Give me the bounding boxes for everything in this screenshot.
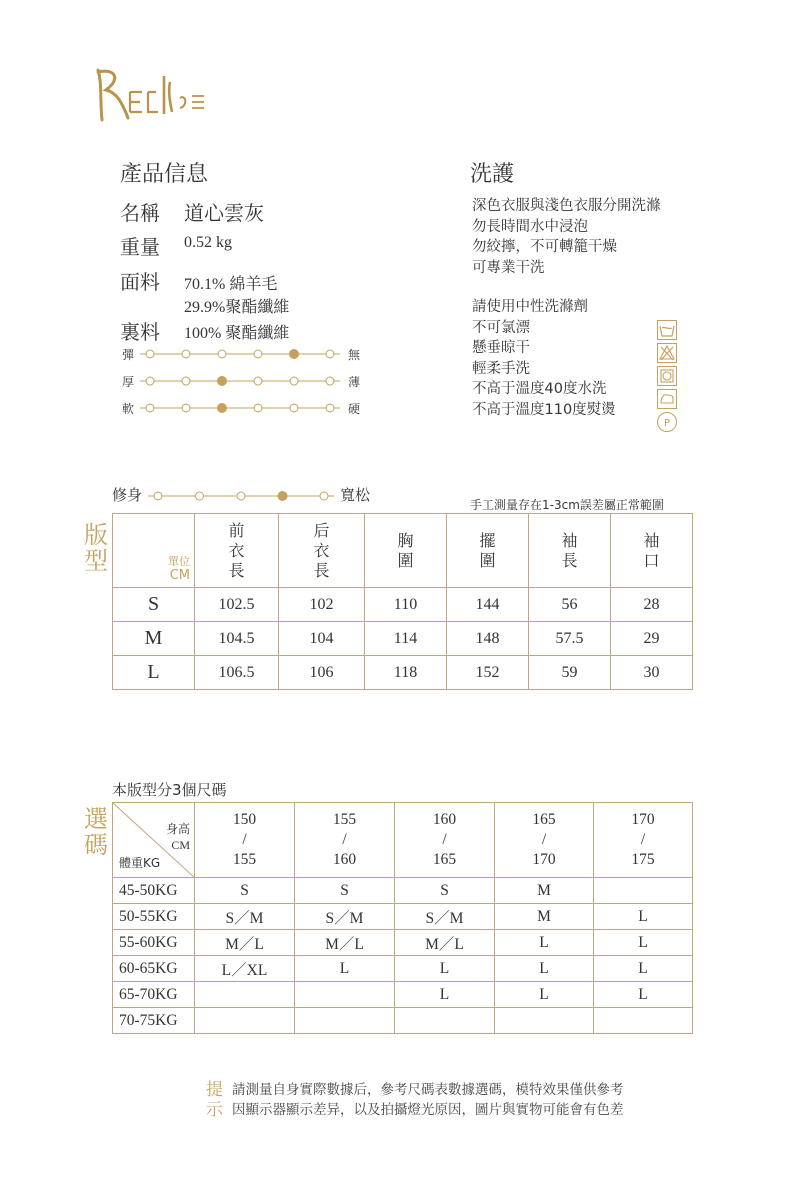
fit-scale-dot-selected: [278, 492, 287, 501]
thickness-scale-dot: [182, 377, 190, 385]
size-cell: S: [113, 588, 195, 622]
height-text: 165: [432, 851, 457, 868]
weight-cell: 60-65KG: [113, 956, 195, 982]
size-table-side-title: [84, 522, 108, 574]
weight-cell: 65-70KG: [113, 982, 195, 1008]
softness-scale-dot: [182, 404, 190, 412]
select-table-side-title: [84, 806, 108, 858]
height-header: [195, 803, 295, 878]
height-text: /: [242, 831, 247, 848]
lining-label: 裏料: [120, 320, 160, 344]
size-cell: M／L: [295, 930, 395, 956]
care-icons: [657, 320, 679, 435]
softness-scale-dot: [146, 404, 154, 412]
size-cell: L／XL: [195, 956, 295, 982]
fit-scale-dot: [237, 492, 245, 500]
fit-left-label: 修身: [112, 486, 143, 504]
header-char: 衣: [313, 540, 330, 560]
value-cell: 104: [279, 622, 365, 656]
size-cell: S: [395, 878, 495, 904]
height-header: [395, 803, 495, 878]
thickness-scale-left: 厚: [122, 375, 135, 389]
size-cell: M／L: [195, 930, 295, 956]
care-line: 勿長時間水中浸泡: [472, 218, 588, 235]
wash-tub-icon: [657, 320, 677, 340]
value-cell: 114: [365, 622, 447, 656]
table-row: [113, 878, 693, 904]
size-table: [112, 513, 693, 690]
corner-height-text: 身高: [165, 822, 190, 836]
weight-cell: 45-50KG: [113, 878, 195, 904]
size-cell: S／M: [395, 904, 495, 930]
care-title: 洗護: [470, 162, 515, 187]
elastic-scale-dot-selected: [290, 350, 299, 359]
value-cell: 102: [279, 588, 365, 622]
softness-scale-dot: [326, 404, 334, 412]
table-row: [113, 1008, 693, 1034]
header-sleeve-length: [529, 514, 611, 588]
weight-cell: 55-60KG: [113, 930, 195, 956]
header-char: 胸: [397, 530, 414, 550]
fit-scale: [112, 484, 402, 508]
value-cell: 110: [365, 588, 447, 622]
name-label: 名稱: [120, 201, 160, 225]
tip-label-char: 示: [206, 1100, 223, 1120]
softness-scale-dot: [254, 404, 262, 412]
thickness-scale-dot: [290, 377, 298, 385]
corner-height-unit: CM: [171, 838, 190, 852]
size-cell: [594, 1008, 693, 1034]
header-char: 衣: [228, 540, 245, 560]
value-cell: 106: [279, 656, 365, 690]
fit-scale-dot: [320, 492, 328, 500]
name-value: 道心雲灰: [184, 201, 264, 225]
fabric-line-1: 70.1% 綿羊毛: [184, 276, 278, 293]
size-cell: L: [594, 982, 693, 1008]
brand-logo-mark: [92, 62, 212, 132]
table-row: [113, 622, 693, 656]
header-char: 圍: [479, 550, 496, 570]
header-char: 前: [228, 520, 245, 540]
size-cell: L: [495, 930, 594, 956]
height-text: 160: [432, 811, 457, 828]
value-cell: 102.5: [195, 588, 279, 622]
select-table-header-row: [113, 803, 693, 878]
tip-text: [232, 1080, 624, 1120]
no-bleach-icon: [657, 343, 677, 363]
softness-scale-right: 硬: [348, 402, 361, 416]
tip-label: [206, 1080, 223, 1120]
size-select-table: [112, 802, 693, 1034]
side-title-char: 版: [84, 521, 108, 549]
value-cell: 56: [529, 588, 611, 622]
lining-value: 100% 聚酯纖維: [184, 325, 290, 342]
size-cell: S／M: [195, 904, 295, 930]
height-text: 155: [232, 851, 257, 868]
size-cell: M: [113, 622, 195, 656]
size-cell: M: [495, 878, 594, 904]
height-text: /: [541, 831, 547, 848]
size-cell: L: [594, 904, 693, 930]
corner-unit-cm: CM: [169, 568, 190, 583]
table-row: [113, 930, 693, 956]
value-cell: 104.5: [195, 622, 279, 656]
attribute-scales: [118, 344, 378, 424]
height-text: /: [342, 831, 347, 848]
size-cell: [594, 878, 693, 904]
thickness-scale-dot-selected: [218, 377, 227, 386]
softness-scale-dot: [290, 404, 298, 412]
care-line: 深色衣服與淺色衣服分開洗滌: [472, 198, 661, 214]
table-row: [113, 982, 693, 1008]
elastic-scale-dot: [254, 350, 262, 358]
corner-unit-label: 單位: [168, 555, 190, 568]
tip-line: 請測量自身實際數據后，參考尺碼表數據選碼，模特效果僅供參考: [232, 1082, 624, 1098]
tip-line: 因顯示器顯示差异，以及拍攝燈光原因，圖片與實物可能會有色差: [232, 1102, 624, 1118]
size-cell: [395, 1008, 495, 1034]
height-text: 150: [232, 811, 257, 828]
fit-scale-graphic: [112, 484, 402, 508]
value-cell: 57.5: [529, 622, 611, 656]
size-cell: L: [395, 982, 495, 1008]
elastic-scale-dot: [182, 350, 190, 358]
header-char: 長: [561, 550, 578, 570]
size-cell: [295, 982, 395, 1008]
value-cell: 144: [447, 588, 529, 622]
value-cell: 29: [611, 622, 693, 656]
corner-height-label: [166, 821, 190, 853]
value-cell: 106.5: [195, 656, 279, 690]
value-cell: 148: [447, 622, 529, 656]
dry-clean-icon: [657, 412, 677, 432]
measure-note: 手工測量存在1-3cm誤差屬正常範圍: [470, 498, 664, 512]
header-hem: [447, 514, 529, 588]
size-cell: L: [295, 956, 395, 982]
size-cell: L: [495, 956, 594, 982]
scales-graphic: [118, 344, 378, 424]
corner-weight-label: 體重KG: [119, 856, 161, 870]
elastic-scale-dot: [218, 350, 226, 358]
header-back-length: [279, 514, 365, 588]
height-text: /: [442, 831, 447, 848]
weight-label: 重量: [120, 235, 160, 259]
elastic-scale-dot: [146, 350, 154, 358]
header-char: 擺: [479, 530, 496, 550]
height-text: 160: [332, 851, 357, 868]
height-header: [295, 803, 395, 878]
header-char: 長: [313, 560, 330, 580]
size-cell: L: [395, 956, 495, 982]
value-cell: 59: [529, 656, 611, 690]
weight-value: 0.52 kg: [184, 234, 232, 251]
thickness-scale-dot: [146, 377, 154, 385]
fit-scale-dot: [196, 492, 204, 500]
table-row: [113, 956, 693, 982]
size-cell: [295, 1008, 395, 1034]
care-list-1: [472, 196, 661, 278]
fit-scale-dot: [154, 492, 162, 500]
care-line: 不可氯漂: [472, 319, 530, 336]
elastic-scale-dot: [326, 350, 334, 358]
size-cell: S: [295, 878, 395, 904]
size-cell: S／M: [295, 904, 395, 930]
value-cell: 152: [447, 656, 529, 690]
value-cell: 30: [611, 656, 693, 690]
size-cell: [195, 982, 295, 1008]
care-line: 勿絞擰，不可轉籠干燥: [472, 239, 617, 255]
elastic-scale-right: 無: [348, 348, 361, 362]
height-text: 170: [631, 811, 655, 828]
weight-cell: 50-55KG: [113, 904, 195, 930]
header-cuff: [611, 514, 693, 588]
fabric-line-2: 29.9%聚酯纖維: [184, 299, 290, 316]
product-info-title: 產品信息: [120, 162, 209, 187]
fit-right-label: 寬松: [340, 486, 371, 504]
thickness-scale-dot: [326, 377, 334, 385]
softness-scale-dot-selected: [218, 404, 227, 413]
iron-icon: [657, 389, 677, 409]
care-line: 不高于溫度110度熨燙: [472, 401, 616, 418]
select-table-corner: [113, 803, 195, 878]
size-count-note: 本版型分3個尺碼: [112, 781, 227, 799]
table-row: [113, 904, 693, 930]
size-table-header-row: [113, 514, 693, 588]
elastic-scale-left: 彈: [122, 348, 135, 362]
value-cell: 118: [365, 656, 447, 690]
header-char: 口: [643, 550, 660, 570]
svg-text:P: P: [663, 418, 671, 429]
header-char: 后: [313, 520, 330, 540]
size-cell: M: [495, 904, 594, 930]
size-cell: S: [195, 878, 295, 904]
tumble-dry-icon: [657, 366, 677, 386]
value-cell: 28: [611, 588, 693, 622]
header-chest: [365, 514, 447, 588]
height-text: 155: [332, 811, 357, 828]
care-line: 懸垂晾干: [472, 340, 530, 356]
size-cell: L: [594, 930, 693, 956]
size-cell: M／L: [395, 930, 495, 956]
header-char: 袖: [643, 530, 660, 550]
tip-label-char: 提: [206, 1080, 223, 1100]
side-title-char: 型: [84, 547, 108, 575]
height-header: [495, 803, 594, 878]
size-cell: [195, 1008, 295, 1034]
height-text: 175: [631, 851, 655, 868]
fabric-label: 面料: [120, 270, 160, 294]
size-cell: [495, 1008, 594, 1034]
thickness-scale-right: 薄: [348, 375, 361, 389]
care-line: 可專業干洗: [472, 259, 545, 276]
softness-scale-left: 軟: [122, 402, 135, 416]
height-header: [594, 803, 693, 878]
header-char: 長: [228, 560, 245, 580]
height-text: 170: [532, 851, 556, 868]
thickness-scale-dot: [254, 377, 262, 385]
table-row: [113, 656, 693, 690]
size-cell: L: [594, 956, 693, 982]
weight-cell: 70-75KG: [113, 1008, 195, 1034]
size-cell: L: [113, 656, 195, 690]
size-cell: L: [495, 982, 594, 1008]
table-row: [113, 588, 693, 622]
care-list-2: [472, 297, 616, 420]
height-text: 165: [532, 811, 556, 828]
side-title-char: 選: [84, 805, 108, 833]
header-char: 袖: [561, 530, 578, 550]
care-line: 請使用中性洗滌劑: [472, 299, 588, 315]
height-text: /: [640, 831, 646, 848]
care-line: 輕柔手洗: [472, 360, 530, 377]
header-front-length: [195, 514, 279, 588]
header-char: 圍: [397, 550, 414, 570]
side-title-char: 碼: [84, 831, 108, 859]
care-line: 不高于溫度40度水洗: [472, 381, 607, 397]
brand-logo: [92, 62, 212, 132]
size-table-corner: [113, 514, 195, 588]
